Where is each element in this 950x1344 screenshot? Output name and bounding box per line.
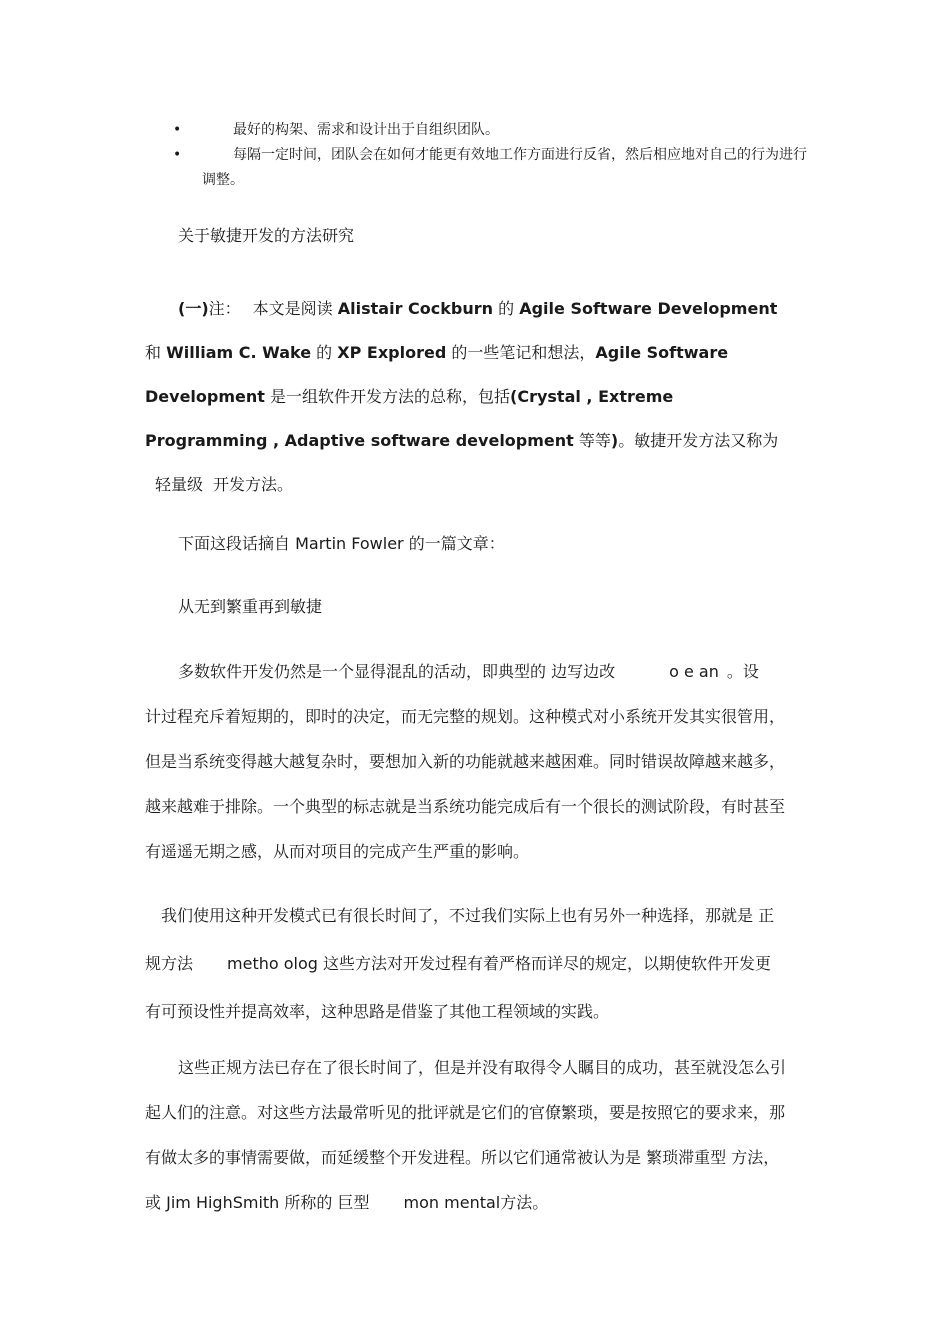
line-text: 巨型 xyxy=(337,1193,370,1212)
line-text: 所称的 xyxy=(284,1193,333,1212)
section-heading: 关于敏捷开发的方法研究 xyxy=(178,226,355,245)
book-title: XP Explored xyxy=(337,343,447,362)
line-text: 方法， xyxy=(731,1148,780,1167)
note-prefix: (一) xyxy=(178,299,209,318)
paragraph-line xyxy=(145,649,813,694)
note-text: 本文是阅读 xyxy=(252,299,333,318)
methods: Programming , Adaptive software development xyxy=(145,431,574,450)
line-text: 正 xyxy=(758,906,775,925)
list-item xyxy=(0,143,950,193)
line-text: 。设 xyxy=(726,662,759,681)
line-text: 我们使用这种开发模式已有很长时间了，不过我们实际上也有另外一种选择，那就是 xyxy=(161,906,754,925)
line-text: 这些方法对开发过程有着严格而详尽的规定，以期使软件开发更 xyxy=(323,954,772,973)
line-text: 多数软件开发仍然是一个显得混乱的活动，即典型的 xyxy=(178,662,547,681)
note-line xyxy=(145,375,813,419)
paragraph-3 xyxy=(145,1045,813,1225)
note-close: ) xyxy=(610,431,619,450)
note-text: 是一组软件开发方法的总称，包括 xyxy=(270,387,511,406)
paragraph-line: 有遥遥无期之感，从而对项目的完成产生严重的影响。 xyxy=(145,842,530,861)
paragraph-line xyxy=(145,1135,813,1180)
paragraph-line xyxy=(145,1180,813,1225)
paragraph-line xyxy=(145,892,813,940)
line-text: 繁琐滞重型 xyxy=(646,1148,727,1167)
methods: (Crystal , Extreme xyxy=(510,387,674,406)
term: Agile Software xyxy=(595,343,729,362)
note-line xyxy=(145,419,813,463)
paragraph-line: 越来越难于排除。一个典型的标志就是当系统功能完成后有一个很长的测试阶段，有时甚至 xyxy=(145,797,786,816)
author-name: Martin Fowler xyxy=(295,534,404,553)
line-text: o e an xyxy=(669,662,719,681)
bullet-list xyxy=(0,118,950,193)
paragraph-line xyxy=(145,940,813,988)
note-paragraph xyxy=(145,287,813,507)
bullet-icon: • xyxy=(173,122,182,138)
note-text: 和 xyxy=(145,343,162,362)
intro-text: 的一篇文章： xyxy=(408,534,505,553)
paragraph-line: 这些正规方法已存在了很长时间了，但是并没有取得令人瞩目的成功，甚至就没怎么引 xyxy=(178,1058,787,1077)
note-line xyxy=(145,463,813,507)
intro-text: 下面这段话摘自 xyxy=(178,534,291,553)
note-text: 等等 xyxy=(578,431,611,450)
note-text: 。敏捷开发方法又称为 xyxy=(618,431,779,450)
note-label: 注： xyxy=(208,299,241,318)
note-line xyxy=(145,331,813,375)
note-line xyxy=(145,287,813,331)
paragraph-1 xyxy=(145,649,813,874)
bullet-icon: • xyxy=(173,147,182,163)
author-name: Jim HighSmith xyxy=(166,1193,280,1212)
bullet-text: 最好的构架、需求和设计出于自组织团队。 xyxy=(233,122,499,138)
book-title: Agile Software Development xyxy=(519,299,778,318)
line-text: metho olog xyxy=(227,954,318,973)
line-text: 方法。 xyxy=(500,1193,549,1212)
paragraph-line: 但是当系统变得越大越复杂时，要想加入新的功能就越来越困难。同时错误故障越来越多， xyxy=(145,752,786,771)
line-text: 有做太多的事情需要做，而延缓整个开发进程。所以它们通常被认为是 xyxy=(145,1148,642,1167)
list-item xyxy=(0,118,950,143)
author-name: Alistair Cockburn xyxy=(337,299,494,318)
bullet-text: 每隔一定时间，团队会在如何才能更有效地工作方面进行反省，然后相应地对自己的行为进行调整。 xyxy=(202,147,807,188)
line-text: mon mental xyxy=(403,1193,501,1212)
line-text: 规方法 xyxy=(145,954,194,973)
note-text: 轻量级 xyxy=(155,475,204,494)
note-text: 的 xyxy=(316,343,333,362)
paragraph-line: 起人们的注意。对这些方法最常听见的批评就是它们的官僚繁琐，要是按照它的要求来，那 xyxy=(145,1103,786,1122)
term: Development xyxy=(145,387,265,406)
quote-intro xyxy=(145,532,813,556)
line-text: 边写边改 xyxy=(551,662,616,681)
paragraph-line: 有可预设性并提高效率，这种思路是借鉴了其他工程领域的实践。 xyxy=(145,1002,610,1021)
author-name: William C. Wake xyxy=(166,343,312,362)
note-text: 开发方法。 xyxy=(213,475,294,494)
article-title: 从无到繁重再到敏捷 xyxy=(178,597,323,616)
paragraph-line: 计过程充斥着短期的，即时的决定，而无完整的规划。这种模式对小系统开发其实很管用， xyxy=(145,707,786,726)
line-text: 或 xyxy=(145,1193,162,1212)
note-text: 的一些笔记和想法， xyxy=(451,343,596,362)
paragraph-2 xyxy=(145,892,813,1036)
note-text: 的 xyxy=(498,299,515,318)
